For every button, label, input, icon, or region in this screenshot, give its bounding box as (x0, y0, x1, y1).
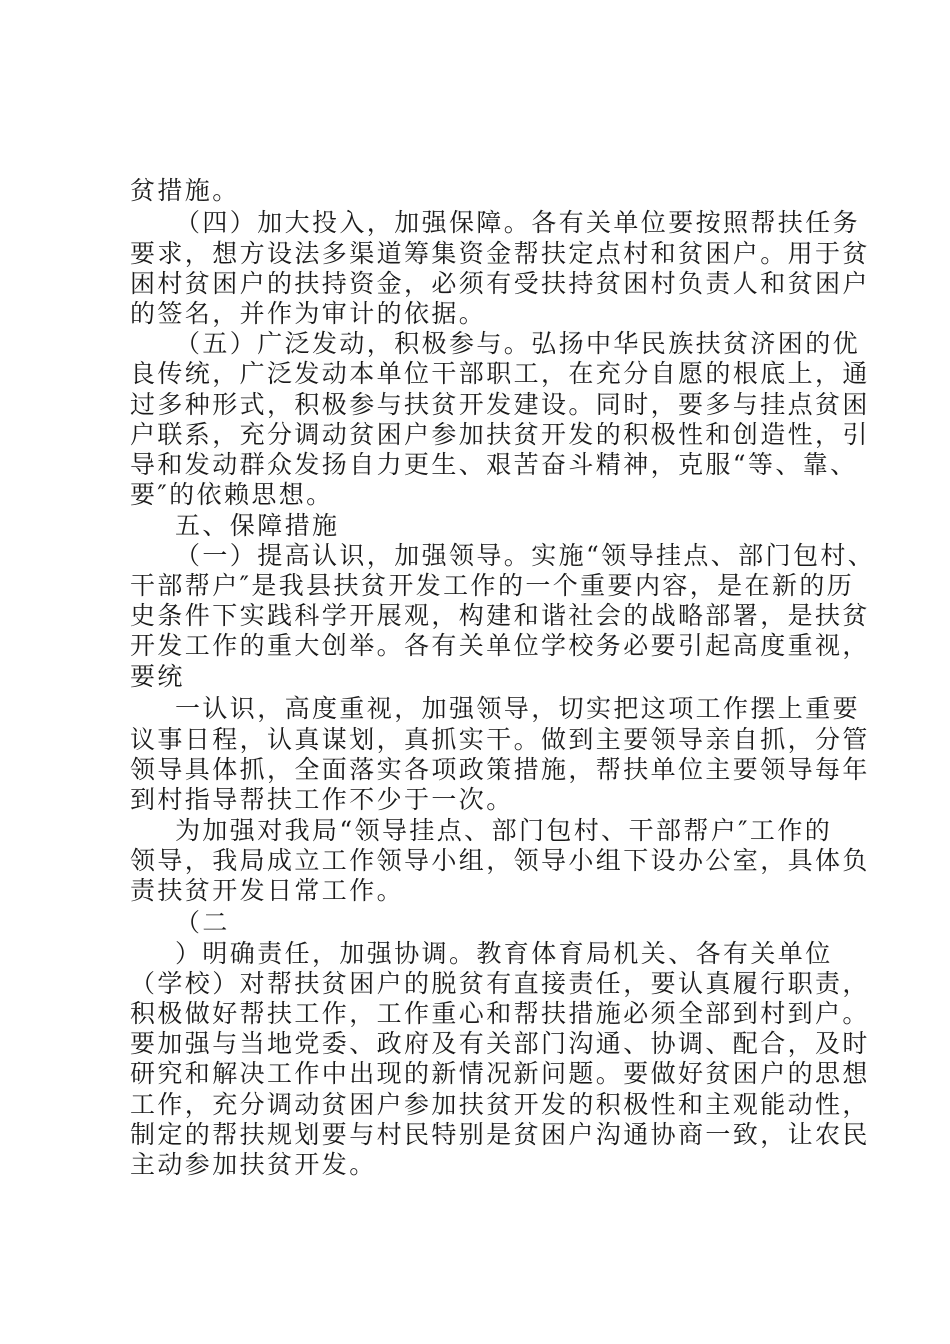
text-line: 要求，想方设法多渠道筹集资金帮扶定点村和贫困户。用于贫 (130, 239, 870, 268)
section-heading: 五、保障措施 (175, 511, 340, 540)
text-line: 领导具体抓，全面落实各项政策措施，帮扶单位主要领导每年 (130, 755, 870, 784)
text-line: 一认识，高度重视，加强领导，切实把这项工作摆上重要 (175, 694, 861, 723)
text-line: （一）提高认识，加强领导。实施“领导挂点、部门包村、 (175, 541, 876, 570)
text-line: 史条件下实践科学开展观，构建和谐社会的战略部署，是扶贫 (130, 601, 870, 630)
text-line: 主动参加扶贫开发。 (130, 1150, 377, 1179)
text-line: 到村指导帮扶工作不少于一次。 (130, 785, 514, 814)
text-line: 良传统，广泛发动本单位干部职工，在充分自愿的根底上，通 (130, 359, 870, 388)
text-line: 要加强与当地党委、政府及有关部门沟通、协调、配合，及时 (130, 1029, 870, 1058)
text-line: 责扶贫开发日常工作。 (130, 876, 405, 905)
text-line: 积极做好帮扶工作，工作重心和帮扶措施必须全部到村到户。 (130, 999, 870, 1028)
text-line: 干部帮户″是我县扶贫开发工作的一个重要内容，是在新的历 (130, 571, 855, 600)
text-line: 工作，充分调动贫困户参加扶贫开发的积极性和主观能动性， (130, 1090, 870, 1119)
text-line: 贫措施。 (130, 176, 240, 205)
text-line: ）明确责任，加强协调。教育体育局机关、各有关单位 (175, 939, 833, 968)
text-line: （五）广泛发动，积极参与。弘扬中华民族扶贫济困的优 (175, 329, 861, 358)
text-line: 要统 (130, 662, 185, 691)
text-line: 要″的依赖思想。 (130, 480, 334, 509)
text-line: （二 (175, 908, 230, 937)
text-line: 为加强对我局“领导挂点、部门包村、干部帮户″工作的 (175, 816, 833, 845)
text-line: 困村贫困户的扶持资金，必须有受扶持贫困村负责人和贫困户 (130, 269, 870, 298)
text-line: 导和发动群众发扬自力更生、艰苦奋斗精神，克服“等、靠、 (130, 450, 858, 479)
text-line: （四）加大投入，加强保障。各有关单位要按照帮扶任务 (175, 208, 861, 237)
text-line: 开发工作的重大创举。各有关单位学校务必要引起高度重视， (130, 631, 870, 660)
text-line: 研究和解决工作中出现的新情况新问题。要做好贫困户的思想 (130, 1059, 870, 1088)
text-line: 议事日程，认真谋划，真抓实干。做到主要领导亲自抓，分管 (130, 725, 870, 754)
text-line: 过多种形式，积极参与扶贫开发建设。同时，要多与挂点贫困 (130, 390, 870, 419)
text-line: 户联系，充分调动贫困户参加扶贫开发的积极性和创造性，引 (130, 420, 870, 449)
text-line: 领导，我局成立工作领导小组，领导小组下设办公室，具体负 (130, 846, 870, 875)
text-line: 制定的帮扶规划要与村民特别是贫困户沟通协商一致，让农民 (130, 1120, 870, 1149)
text-line: 的签名，并作为审计的依据。 (130, 299, 487, 328)
text-line: （学校）对帮扶贫困户的脱贫有直接责任，要认真履行职责， (130, 969, 870, 998)
